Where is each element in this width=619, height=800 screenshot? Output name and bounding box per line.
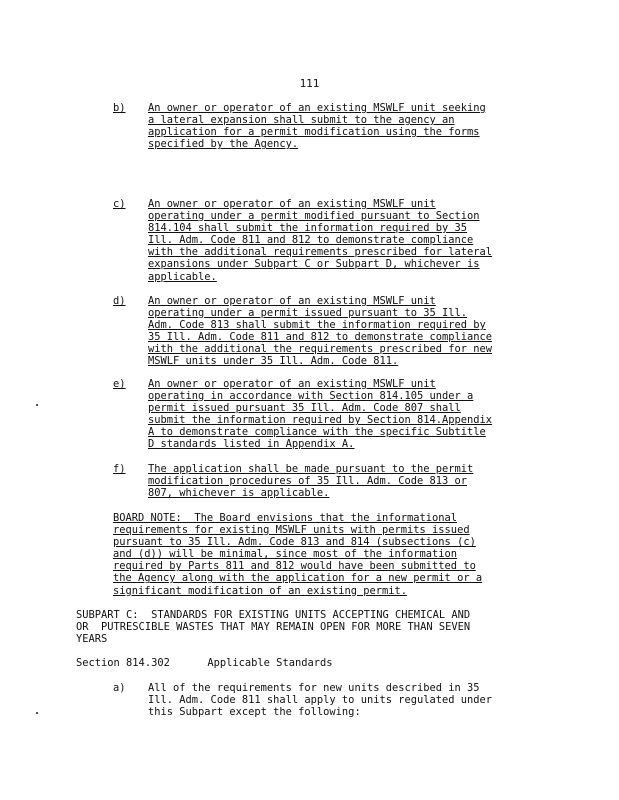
- subpart-heading: SUBPART C: STANDARDS FOR EXISTING UNITS ACCEPTING CHEMICAL AND OR PUTRESCIBLE WASTES THAT MAY REMAIN OPEN FOR MORE THAN SEVEN YEARS: [76, 609, 471, 646]
- item-label: f): [113, 463, 126, 475]
- item-label: c): [113, 198, 126, 210]
- scan-speck: [36, 712, 38, 714]
- item-label: a): [113, 682, 126, 694]
- item-label: d): [113, 295, 126, 307]
- item-text: An owner or operator of an existing MSWLF unit operating under a permit issued pursuant to 35 Ill. Adm. Code 813 shall submit the information required by 35 Ill. Adm. Code 811 and 812 to demonstrate compliance with the additional the requirements prescribed for new MSWLF units under 35 Ill. Adm. Code 811.: [148, 295, 493, 368]
- item-label: b): [113, 102, 126, 114]
- item-label: e): [113, 378, 126, 390]
- board-note: BOARD NOTE: The Board envisions that the informational requirements for existing MSWLF units with permits issued pursuant to 35 Ill. Adm. Code 813 and 814 (subsections (c) and (d)) will be minimal, since most of the information required by Parts 811 and 812 would have been submitted to the Agency along with the application for a new permit or a significant modification of an existing permit.: [113, 512, 483, 597]
- scan-speck: [36, 404, 38, 406]
- page-number: 111: [299, 77, 320, 90]
- item-text: All of the requirements for new units described in 35 Ill. Adm. Code 811 shall apply to units regulated under this Subpart except the following:: [148, 682, 493, 719]
- item-text: The application shall be made pursuant to the permit modification procedures of 35 Ill. Adm. Code 813 or 807, whichever is applicable.: [148, 463, 474, 500]
- item-text: An owner or operator of an existing MSWLF unit seeking a lateral expansion shall submit to the agency an application for a permit modification using the forms specified by the Agency.: [148, 102, 486, 151]
- item-text: An owner or operator of an existing MSWLF unit operating in accordance with Section 814.105 under a permit issued pursuant 35 Ill. Adm. Code 807 shall submit the information required by Section 814.Appendix A to demonstrate compliance with the specific Subtitle D standards listed in Appendix A.: [148, 378, 493, 451]
- item-text: An owner or operator of an existing MSWLF unit operating under a permit modified pursuant to Section 814.104 shall submit the information required by 35 Ill. Adm. Code 811 and 812 to demonstrate compliance with the additional requirements prescribed for lateral expansions under Subpart C or Subpart D, whichever is applicable.: [148, 198, 493, 283]
- section-heading: Section 814.302 Applicable Standards: [76, 657, 333, 669]
